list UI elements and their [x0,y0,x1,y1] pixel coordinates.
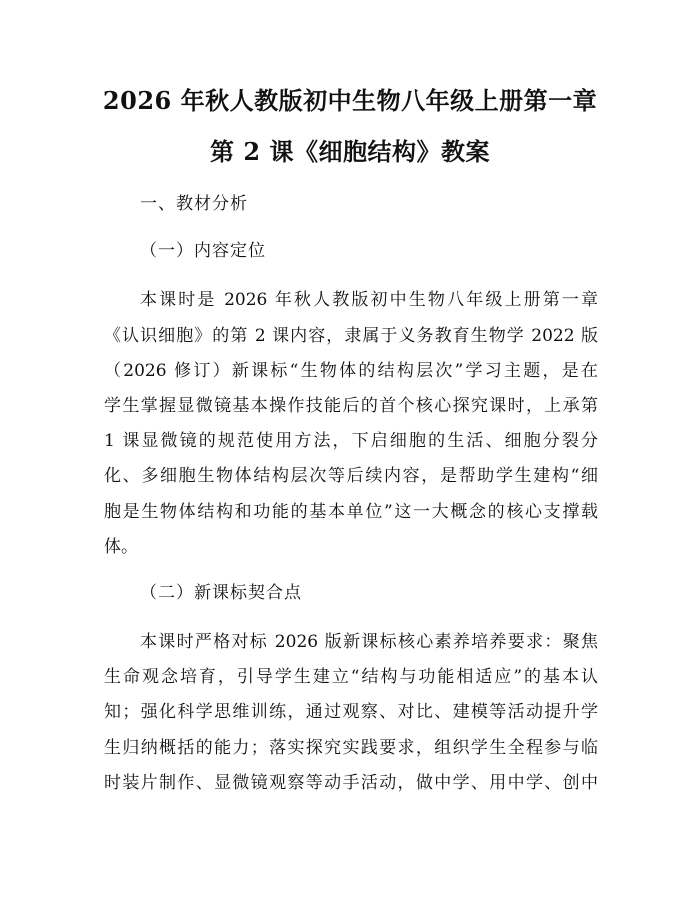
paragraph-line: 知；强化科学思维训练，通过观察、对比、建模等活动提升学 [104,702,598,722]
paragraph-line: 1 课显微镜的规范使用方法，下启细胞的生活、细胞分裂分 [104,431,598,451]
paragraph-line: 本课时是 2026 年秋人教版初中生物八年级上册第一章 [140,290,598,310]
document-title-line-1: 2026 年秋人教版初中生物八年级上册第一章 [102,86,598,115]
paragraph-line: 本课时严格对标 2026 版新课标核心素养培养要求：聚焦 [140,632,598,652]
subsection-heading-curriculum-alignment: （二）新课标契合点 [140,583,302,603]
paragraph-line: 生命观念培育，引导学生建立“结构与功能相适应”的基本认 [104,667,598,687]
paragraph-line: 时装片制作、显微镜观察等动手活动，做中学、用中学、创中 [104,773,598,793]
paragraph-line: （2026 修订）新课标“生物体的结构层次”学习主题，是在 [104,361,598,381]
subsection-heading-content-positioning: （一）内容定位 [140,241,266,261]
paragraph-line: 《认识细胞》的第 2 课内容，隶属于义务教育生物学 2022 版 [104,326,598,346]
paragraph-line: 化、多细胞生物体结构层次等后续内容，是帮助学生建构“细 [104,466,598,486]
paragraph-line: 体。 [104,537,138,557]
paragraph-line: 胞是生物体结构和功能的基本单位”这一大概念的核心支撑载 [104,502,598,522]
document-title-line-2: 第 2 课《细胞结构》教案 [210,137,490,166]
paragraph-line: 生归纳概括的能力；落实探究实践要求，组织学生全程参与临 [104,738,598,758]
paragraph-line: 学生掌握显微镜基本操作技能后的首个核心探究课时，上承第 [104,396,598,416]
section-heading-teaching-material-analysis: 一、教材分析 [140,194,248,214]
